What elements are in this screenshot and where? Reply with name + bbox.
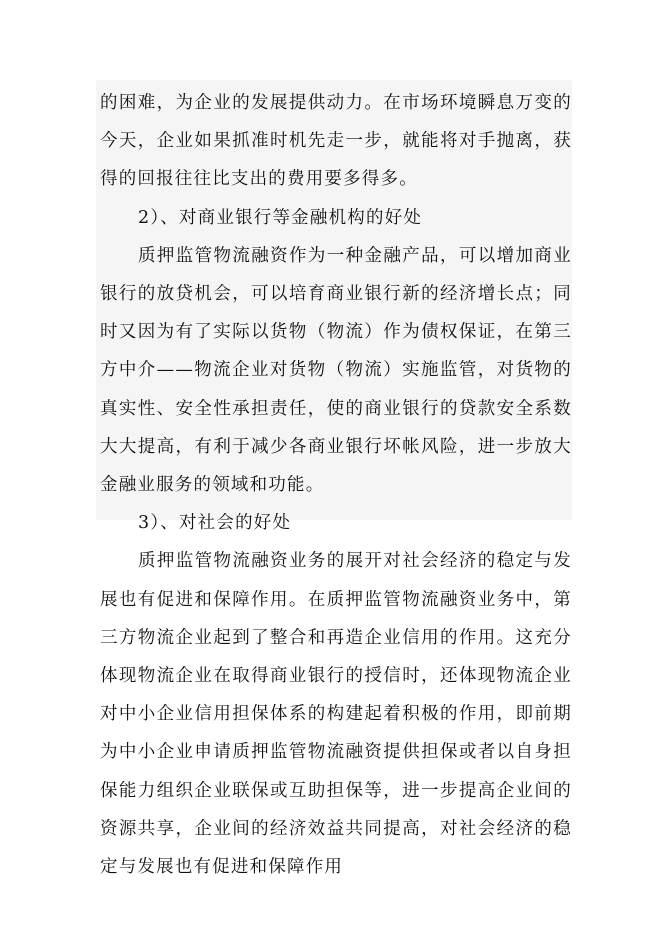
paragraph-society-benefits: 质押监管物流融资业务的展开对社会经济的稳定与发展也有促进和保障作用。在质押监管物流融资业务中，第三方物流企业起到了整合和再造企业信用的作用。这充分体现物流企业在取得商业银行的授信时，还体现物流企业对中小企业信用担保体系的构建起着积极的作用，即前期为中小企业申请质押监管物流融资提供担保或者以自身担保能力组织企业联保或互助担保等，进一步提高企业间的资源共享，企业间的经济效益共同提高，对社会经济的稳定与发展也有促进和保障作用 (100, 551, 572, 878)
paragraph-bank-benefits: 质押监管物流融资作为一种金融产品，可以增加商业银行的放贷机会，可以培育商业银行新的经济增长点；同时又因为有了实际以货物（物流）作为债权保证，在第三方中介——物流企业对货物（物流）实施监管，对货物的真实性、安全性承担责任，使的商业银行的贷款安全系数大大提高，有利于减少各商业银行坏帐风险，进一步放大金融业服务的领域和功能。 (100, 245, 572, 496)
section-heading-society: 3）、对社会的好处 (138, 513, 292, 534)
section-heading-banks: 2）、对商业银行等金融机构的好处 (138, 207, 423, 228)
document-page (100, 84, 572, 886)
paragraph-continuation: 的困难，为企业的发展提供动力。在市场环境瞬息万变的今天，企业如果抓准时机先走一步，就能将对手抛离，获得的回报往往比支出的费用要多得多。 (100, 93, 572, 190)
